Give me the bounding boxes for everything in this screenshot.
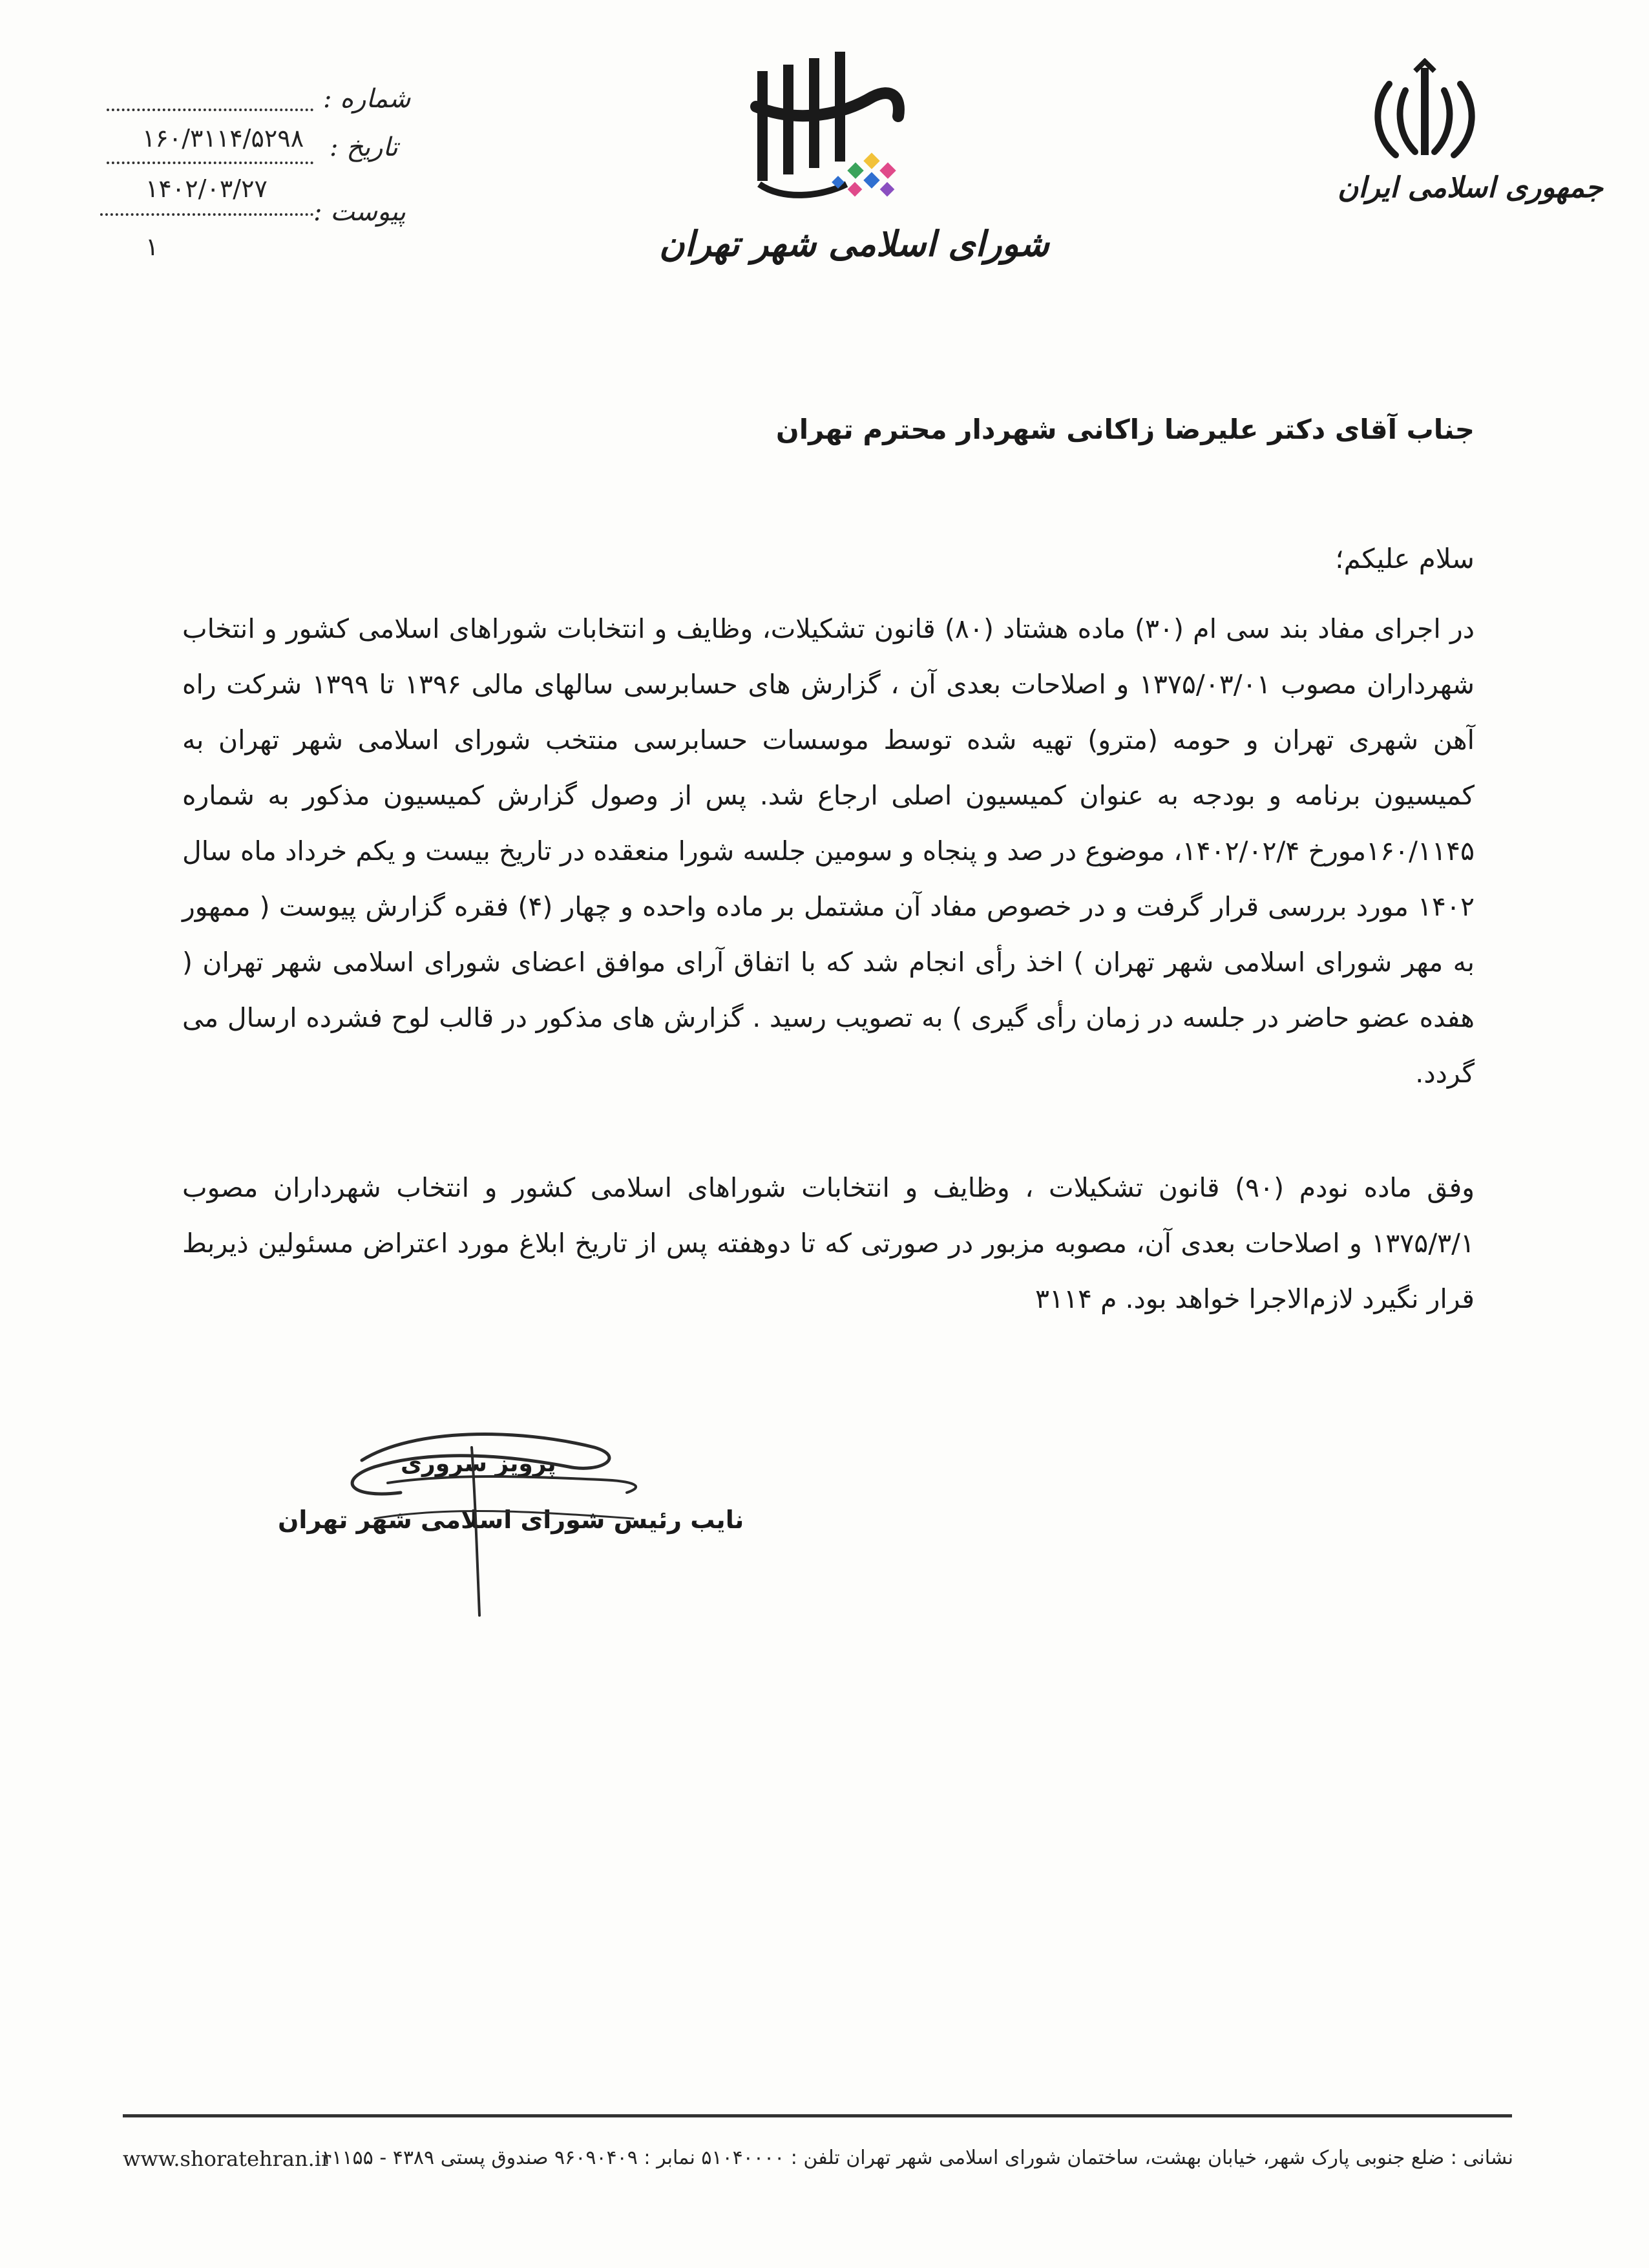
footer-address: نشانی : ضلع جنوبی پارک شهر، خیابان بهشت، ساختمان شورای اسلامی شهر تهران تلفن : ۵۱۰۴۰۰۰۰ نمابر : ۹۶۰۹۰۴۰۹ صندوق پستی ۴۳۸۹ - ۱۱۱۵۵ <box>321 2147 1513 2169</box>
number-label: شماره : <box>323 84 411 114</box>
date-value: ۱۴۰۲/۰۳/۲۷ <box>145 174 268 203</box>
council-emblem-icon <box>743 45 918 207</box>
date-dots <box>107 162 313 164</box>
attachment-dots <box>100 213 313 216</box>
greeting: سلام علیکم؛ <box>1335 543 1475 574</box>
handwritten-signature <box>323 1422 659 1622</box>
signatory-name: پرویز سروری <box>401 1451 556 1477</box>
addressee: جناب آقای دکتر علیرضا زاکانی شهردار محترم تهران <box>775 414 1475 445</box>
signatory-title: نایب رئیس شورای اسلامی شهر تهران <box>278 1506 744 1534</box>
council-name: شورای اسلامی شهر تهران <box>659 223 1049 264</box>
attachment-label: پیوست : <box>313 197 406 227</box>
number-dots <box>107 109 313 111</box>
footer-website: www.shoratehran.ir <box>123 2147 331 2171</box>
country-name: جمهوری اسلامی ایران <box>1338 171 1603 204</box>
footer-divider <box>123 2114 1512 2117</box>
body-paragraph-1: در اجرای مفاد بند سی ام (۳۰) ماده هشتاد (۸۰) قانون تشکیلات، وظایف و انتخابات شوراهای اسلامی کشور و انتخاب شهرداران مصوب ۱۳۷۵/۰۳/۰۱ و اصلاحات بعدی آن ، گزارش های حسابرسی سالهای مالی ۱۳۹۶ تا ۱۳۹۹ شرکت راه آهن شهری تهران و حومه (مترو) تهیه شده توسط موسسات حسابرسی منتخب شورای اسلامی شهر تهران به کمیسیون برنامه و بودجه به عنوان کمیسیون اصلی ارجاع شد. پس از وصول گزارش کمیسیون مذکور به شماره ۱۶۰/۱۱۴۵مورخ ۱۴۰۲/۰۲/۴، موضوع در صد و پنجاه و سومین جلسه شورا منعقده در تاریخ بیست و یکم خرداد ماه سال ۱۴۰۲ مورد بررسی قرار گرفت و در خصوص مفاد آن مشتمل بر ماده واحده و چهار (۴) فقره گزارش پیوست ( ممهور به مهر شورای اسلامی شهر تهران ) اخذ رأی انجام شد که با اتفاق آرای موافق اعضای شورای اسلامی شهر تهران ( هفده عضو حاضر در جلسه در زمان رأی گیری ) به تصویب رسید . گزارش های مذکور در قالب لوح فشرده ارسال می گردد. <box>182 613 1475 1089</box>
iran-emblem-icon <box>1370 58 1480 168</box>
number-value: ۱۶۰/۳۱۱۴/۵۲۹۸ <box>142 124 304 152</box>
body-paragraph-2: وفق ماده نودم (۹۰) قانون تشکیلات ، وظایف و انتخابات شوراهای اسلامی کشور و انتخاب شهرداران مصوب ۱۳۷۵/۳/۱ و اصلاحات بعدی آن، مصوبه مزبور در صورتی که تا دوهفته پس از تاریخ ابلاغ مورد اعتراض مسئولین ذیربط قرار نگیرد لازم‌الاجرا خواهد بود. م ۳۱۱۴ <box>182 1172 1475 1314</box>
attachment-value: ۱ <box>145 233 159 261</box>
date-label: تاریخ : <box>330 132 398 162</box>
